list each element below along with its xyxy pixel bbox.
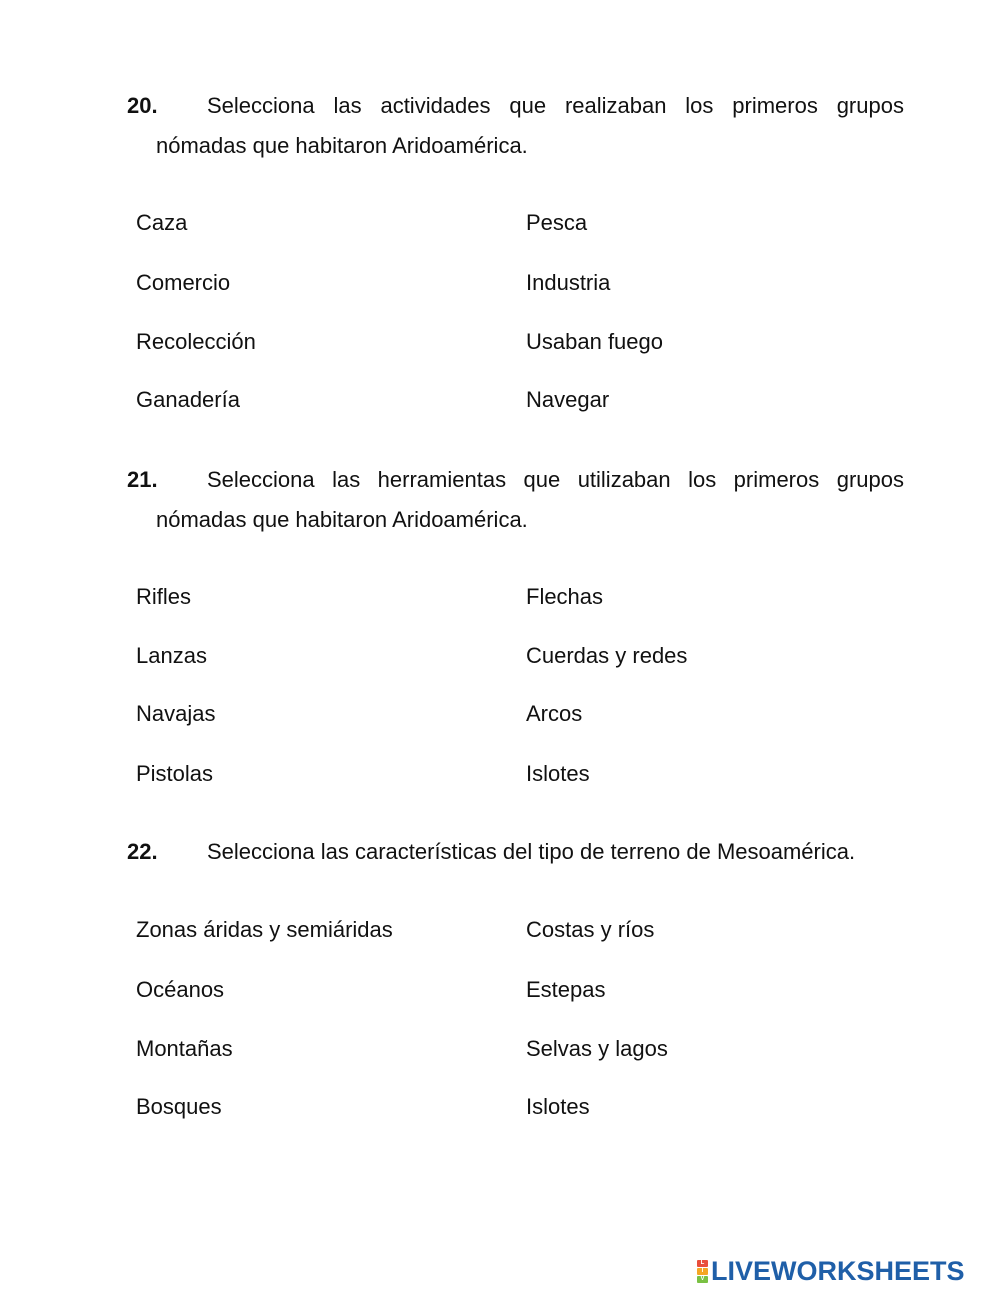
option-ganaderia[interactable]: Ganadería — [136, 387, 240, 412]
question-number: 22. — [127, 839, 158, 864]
logo-block: V — [697, 1276, 708, 1283]
word: herramientas — [377, 467, 507, 492]
word: las — [333, 93, 362, 118]
option-costas-y-rios[interactable]: Costas y ríos — [526, 917, 655, 942]
option-lanzas[interactable]: Lanzas — [136, 643, 207, 668]
option-estepas[interactable]: Estepas — [526, 977, 606, 1002]
logo-text: LIVEWORKSHEETS — [711, 1256, 965, 1286]
option-rifles[interactable]: Rifles — [136, 584, 192, 609]
logo-blocks-icon — [697, 1260, 708, 1283]
word: Selecciona — [207, 467, 315, 492]
question-22 — [127, 832, 904, 872]
option-flechas[interactable]: Flechas — [526, 584, 604, 609]
option-usaban-fuego[interactable]: Usaban fuego — [526, 329, 663, 354]
logo-block: I — [697, 1268, 708, 1275]
option-comercio[interactable]: Comercio — [136, 270, 231, 295]
option-islotes[interactable]: Islotes — [526, 761, 590, 786]
question-21 — [127, 460, 904, 540]
question-number: 20. — [127, 93, 158, 118]
option-bosques[interactable]: Bosques — [136, 1094, 222, 1119]
question-21-words — [207, 460, 904, 500]
word: los — [688, 467, 717, 492]
logo-block: L — [697, 1260, 708, 1267]
question-20 — [127, 86, 904, 166]
question-20-line1 — [127, 86, 904, 126]
question-20-line2: nómadas que habitaron Aridoamérica. — [156, 133, 528, 158]
question-number: 21. — [127, 467, 158, 492]
option-industria[interactable]: Industria — [526, 270, 611, 295]
option-zonas-aridas[interactable]: Zonas áridas y semiáridas — [136, 917, 393, 942]
option-pistolas[interactable]: Pistolas — [136, 761, 214, 786]
question-21-line2: nómadas que habitaron Aridoamérica. — [156, 507, 528, 532]
option-islotes-2[interactable]: Islotes — [526, 1094, 590, 1119]
liveworksheets-logo — [697, 1256, 965, 1286]
word: los — [685, 93, 714, 118]
word: que — [523, 467, 561, 492]
question-21-line1 — [127, 460, 904, 500]
option-recoleccion[interactable]: Recolección — [136, 329, 256, 354]
option-pesca[interactable]: Pesca — [526, 210, 588, 235]
word: primeros — [733, 467, 820, 492]
word: actividades — [380, 93, 491, 118]
option-navegar[interactable]: Navegar — [526, 387, 610, 412]
option-caza[interactable]: Caza — [136, 210, 188, 235]
option-cuerdas-y-redes[interactable]: Cuerdas y redes — [526, 643, 688, 668]
word: realizaban — [564, 93, 667, 118]
word: las — [332, 467, 361, 492]
word: utilizaban — [577, 467, 671, 492]
word: grupos — [836, 467, 904, 492]
option-arcos[interactable]: Arcos — [526, 701, 583, 726]
word: primeros — [732, 93, 818, 118]
option-montanas[interactable]: Montañas — [136, 1036, 233, 1061]
question-22-text: Selecciona las características del tipo de terreno de Mesoamérica. — [207, 839, 856, 864]
word: que — [509, 93, 547, 118]
option-navajas[interactable]: Navajas — [136, 701, 216, 726]
word: grupos — [836, 93, 904, 118]
option-oceanos[interactable]: Océanos — [136, 977, 225, 1002]
question-20-words — [207, 86, 904, 126]
word: Selecciona — [207, 93, 315, 118]
option-selvas-y-lagos[interactable]: Selvas y lagos — [526, 1036, 668, 1061]
